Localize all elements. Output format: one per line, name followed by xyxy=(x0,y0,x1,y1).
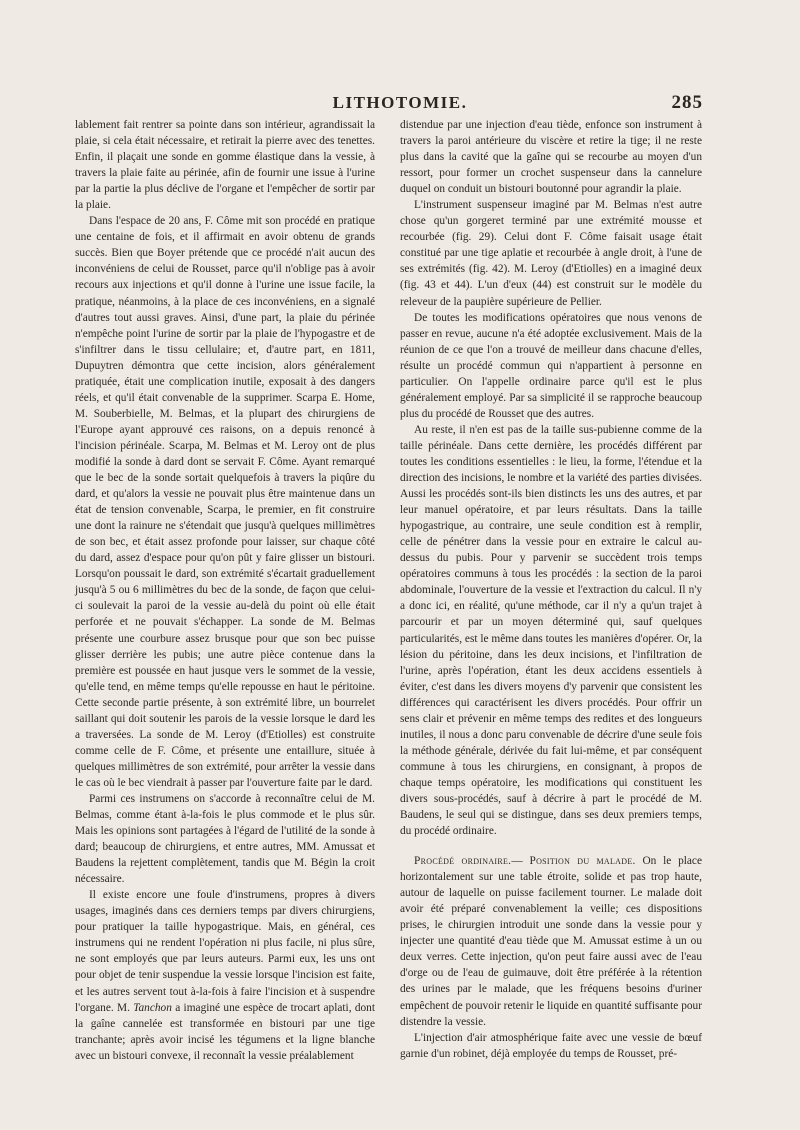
paragraph: Dans l'espace de 20 ans, F. Côme mit son procédé en pratique une centaine de fois, et il affirmait en avoir obtenu de grands succès. Bien que Boyer prétende que ce procédé n'ait aucun des inconvéniens de celui de Rousset, parce qu'il n'oblige pas à avoir recours aux injections et qu'il donne à l'urine une issue facile, la pratique, néanmoins, à la place de ces inconvéniens, en a signalé d'autres tout aussi graves. Ainsi, d'une part, la plaie du périnée n'empêche point l'urine de sortir par la plaie de l'hypogastre et de s'infiltrer dans le tissu cellulaire; et, d'autre part, en 1811, Dupuytren démontra que cette incision, alors généralement pratiquée, était une complication inutile, exposait à des dangers réels, et qu'il était convenable de la supprimer. Scarpa E. Home, M. Souberbielle, M. Belmas, et la plupart des chirurgiens de l'Europe ayant approuvé ces raisons, on a depuis renoncé à l'incision périnéale. Scarpa, M. Belmas et M. Leroy ont de plus modifié la sonde à dard dont se servait F. Côme. Ayant remarqué que le bec de la sonde sortait quelquefois à travers la piqûre du dard, et qu'alors la vessie ne pouvait plus être maintenue dans un état de tension convenable, Scarpa, le premier, en fit construire une dont la rainure ne s'étendait que jusqu'à quelques millimètres de son bec, et était assez profonde pour laisser, sur chaque côté du dard, assez d'espace pour qu'on pût y faire glisser un bistouri. Lorsqu'on poussait le dard, son extrémité s'écartait graduellement jusqu'à 5 ou 6 millimètres du bec de la sonde, de façon que celui-ci soulevait la paroi de la vessie au-delà du point où elle était perforée et ne pouvait s'échapper. La sonde de M. Belmas présente une courbure assez brusque pour que son bec puisse glisser derrière les pubis; une autre pièce contenue dans la première est poussée en haut jusque vers le sommet de la vessie, qu'elle tend, en même temps qu'elle repousse en haut le péritoine. Cette seconde partie présente, à son extrémité libre, un bourrelet saillant qui doit soutenir les parois de la vessie lorsque le dard les a traversées. La sonde de M. Leroy (d'Etiolles) est construite comme celle de F. Côme, et présente une entaillure, située à quelques millimètres de son extrémité, pour arrêter la vessie dans le cas où le bec viendrait à passer par l'ouverture faite par le dard. xyxy=(75,215,375,789)
section-heading: Procédé ordinaire. xyxy=(414,855,512,868)
paragraph xyxy=(75,887,375,1064)
paragraph-text: Il existe encore une foule d'instrumens, propres à divers usages, imaginés dans ces derniers temps par divers chirurgiens, pour pratiquer la taille hypogastrique. Mais, en général, ces instrumens qui ne rendent l'opération ni plus facile, ni plus sûre, ne sont employés que par leurs auteurs. Parmi eux, les uns ont pour objet de tenir suspendue la vessie lorsque l'incision est faite, et les autres servent tout à-la-fois à faire l'incision et à suspendre l'organe. M. xyxy=(75,889,375,1014)
author-name: Tanchon xyxy=(133,1001,172,1014)
subsection-heading: Position du malade. xyxy=(529,855,636,868)
page-number: 285 xyxy=(671,92,703,113)
section-paragraph xyxy=(400,853,702,1030)
paragraph: L'injection d'air atmosphérique faite avec une vessie de bœuf garnie d'un robinet, déjà employée du temps de Rousset, pré- xyxy=(400,1031,702,1060)
paragraph-text: a imaginé une espèce de trocart aplati, dont la gaîne cannelée est transformée en bistouri par une tige tranchante; après avoir incisé les tégumens et la ligne blanche avec un bistouri convexe, il reconnaît la vessie préalablement xyxy=(75,1001,376,1062)
heading-dash: — xyxy=(511,855,530,868)
paragraph: distendue par une injection d'eau tiède, enfonce son instrument à travers la paroi antérieure du viscère et retire la tige; il ne reste plus dans la cavité que la gaîne qui se recourbe au moyen d'un ressort, pour former un crochet suspenseur dans la cannelure duquel on conduit un bistouri boutonné pour agrandir la plaie. xyxy=(400,119,702,196)
paragraph: De toutes les modifications opératoires que nous venons de passer en revue, aucune n'a été adoptée exclusivement. Mais de la réunion de ce que l'on a trouvé de meilleur dans chacune d'elles, résulte un procédé commun qui n'appartient à personne en particulier. On l'appelle ordinaire parce qu'il est le plus généralement employé. Par sa simplicité il se rapproche beaucoup plus du procédé de Rousset que des autres. xyxy=(400,311,702,420)
left-column xyxy=(75,117,375,1064)
paragraph: Au reste, il n'en est pas de la taille sus-pubienne comme de la taille périnéale. Dans cette dernière, les procédés différent par toutes les conditions essentielles : le lieu, la forme, l'étendue et la direction des incisions, le nombre et la variété des parties divisées. Aussi les procédés sont-ils bien distincts les uns des autres, et par leur manuel opératoire, et par leurs résultats. Dans la taille hypogastrique, au contraire, une seule condition est à remplir, celle de pénétrer dans la vessie pour en extraire le calcul au-dessus du pubis. Pour y parvenir se succèdent trois temps opératoires communs à tous les procédés : la section de la paroi abdominale, l'ouverture de la vessie et l'extraction du calcul. Il n'y a donc ici, en réalité, qu'une méthode, car il n'y a qu'un trajet à parcourir et par un moyen déterminé qui, sauf quelques particularités, est le même dans toutes les manières d'opérer. Or, la lésion du péritoine, dans les deux incisions, et l'infiltration de l'urine, après l'opération, étant les deux accidens essentiels à éviter, c'est dans les divers moyens d'y parvenir que consistent les différences qui caractérisent les divers procédés. Pour offrir un sens clair et prévenir en même temps des redites et des longueurs inutiles, il nous a donc paru convenable de décrire d'une seule fois la méthode générale, dérivée du fait lui-même, et par conséquent commune à tous les chirurgiens, en consignant, à propos de chaque temps opératoire, les modifications qui constituent les divers sous-procédés, sauf à décrire à part le procédé de M. Baudens, le seul qui se distingue, dans ses deux premiers temps, du procédé ordinaire. xyxy=(400,423,702,838)
paragraph: Parmi ces instrumens on s'accorde à reconnaître celui de M. Belmas, comme étant à-la-fois le plus commode et le plus sûr. Mais les opinions sont partagées à l'égard de l'utilité de la sonde à dard; beaucoup de chirurgiens, et entre autres, MM. Amussat et Baudens la rejettent complètement, tandis que M. Bégin la croit nécessaire. xyxy=(75,792,375,886)
paragraph: L'instrument suspenseur imaginé par M. Belmas n'est autre chose qu'un gorgeret terminé par une extrémité mousse et recourbée (fig. 29). Celui dont F. Côme faisait usage était constitué par une tige aplatie et recourbée à angle droit, à l'une de ses extrémités (fig. 42). M. Leroy (d'Etiolles) en a imaginé deux (fig. 43 et 44). L'un d'eux (44) est construit sur le modèle du releveur de la paupière supérieure de Pellier. xyxy=(400,199,702,308)
running-title: LITHOTOMIE. xyxy=(332,93,468,112)
paragraph: lablement fait rentrer sa pointe dans son intérieur, agrandissait la plaie, si cela était nécessaire, et retirait la pierre avec des tenettes. Enfin, il plaçait une sonde en gomme élastique dans la vessie, à travers la plaie faite au périnée, afin de fournir une issue à l'urine par la partie la plus déclive de l'organe et l'empêcher de sortir par la plaie. xyxy=(75,119,375,212)
right-column xyxy=(400,117,702,1062)
paragraph-text: On le place horizontalement sur une table étroite, solide et pas trop haute, autour de laquelle on puisse facilement tourner. Le malade doit avoir été préparé convenablement la veille; ces dispositions prises, le chirurgien introduit une sonde dans la vessie pour y injecter une quantité d'eau tiède que M. Amussat estime à un ou deux verres. Cette injection, qu'on peut faire aussi avec de l'eau d'orge ou de l'eau de guimauve, doit être préférée à la rétention des urines par le malade, que les fréquens besoins d'uriner empêchent de pouvoir retenir le liquide en quantité suffisante pour distendre la vessie. xyxy=(400,855,702,1028)
